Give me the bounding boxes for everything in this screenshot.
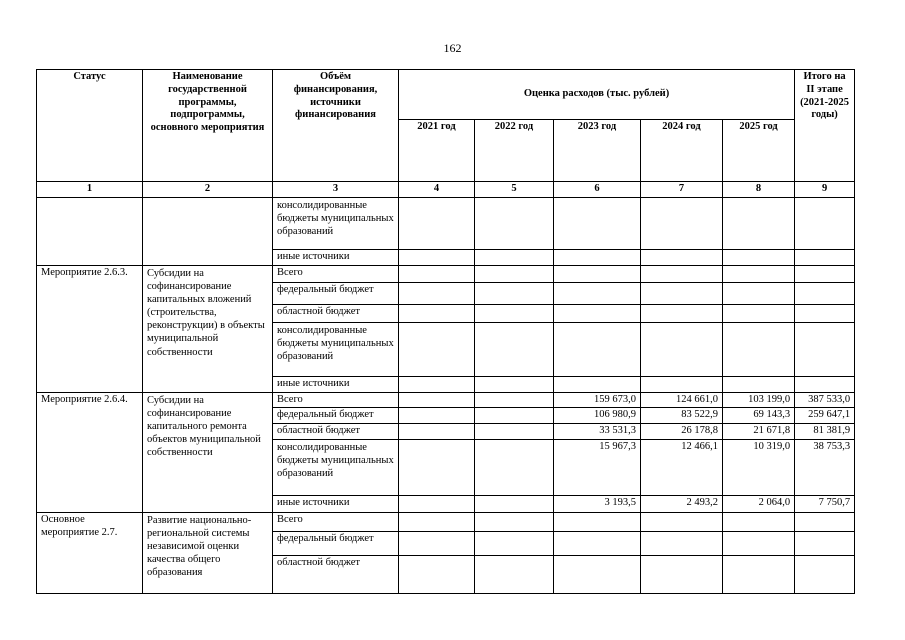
- header-funding-volume: Объём финансирования, источники финансирования: [273, 70, 399, 182]
- status-cell: [37, 197, 143, 265]
- value-total: 38 753,3: [795, 439, 855, 495]
- value-2025: 103 199,0: [723, 392, 795, 408]
- program-name-cell: Субсидии на софинансирование капитального ремонта объектов муниципальной собственности: [143, 392, 273, 512]
- value-2024: 26 178,8: [641, 424, 723, 440]
- value-2025: 10 319,0: [723, 439, 795, 495]
- value-2023: 15 967,3: [554, 439, 641, 495]
- source-label: областной бюджет: [273, 424, 399, 440]
- source-label: иные источники: [273, 495, 399, 512]
- table-row: [37, 265, 855, 282]
- program-name-cell: [143, 197, 273, 265]
- table-row: [37, 392, 855, 408]
- source-label: Всего: [273, 265, 399, 282]
- source-label: консолидированные бюджеты муниципальных образований: [273, 322, 399, 376]
- column-number: 6: [554, 182, 641, 198]
- source-label: Всего: [273, 512, 399, 531]
- source-label: консолидированные бюджеты муниципальных образований: [273, 197, 399, 249]
- source-label: федеральный бюджет: [273, 531, 399, 555]
- source-label: федеральный бюджет: [273, 408, 399, 424]
- value-2024: 12 466,1: [641, 439, 723, 495]
- value-total: 81 381,9: [795, 424, 855, 440]
- value-2025: 69 143,3: [723, 408, 795, 424]
- value-2025: 21 671,8: [723, 424, 795, 440]
- header-year-2022: 2022 год: [475, 120, 554, 182]
- header-status: Статус: [37, 70, 143, 182]
- column-number: 5: [475, 182, 554, 198]
- table-row: [37, 197, 855, 249]
- value-2023: 33 531,3: [554, 424, 641, 440]
- header-year-2023: 2023 год: [554, 120, 641, 182]
- value-total: 387 533,0: [795, 392, 855, 408]
- header-year-2024: 2024 год: [641, 120, 723, 182]
- source-label: областной бюджет: [273, 555, 399, 593]
- column-number: 7: [641, 182, 723, 198]
- value-total: 7 750,7: [795, 495, 855, 512]
- value-2023: 159 673,0: [554, 392, 641, 408]
- header-year-2025: 2025 год: [723, 120, 795, 182]
- column-number: 3: [273, 182, 399, 198]
- header-total: Итого на II этапе (2021-2025 годы): [795, 70, 855, 182]
- program-name-cell: Субсидии на софинансирование капитальных вложений (строительства, реконструкции) в объекты муниципальной собственности: [143, 265, 273, 392]
- source-label: областной бюджет: [273, 304, 399, 322]
- source-label: иные источники: [273, 249, 399, 265]
- status-cell: Основное мероприятие 2.7.: [37, 512, 143, 593]
- header-program-name: Наименование государственной программы, подпрограммы, основного мероприятия: [143, 70, 273, 182]
- column-number: 2: [143, 182, 273, 198]
- status-cell: Мероприятие 2.6.4.: [37, 392, 143, 512]
- source-label: иные источники: [273, 376, 399, 392]
- budget-table: [36, 69, 855, 594]
- table-row: [37, 512, 855, 531]
- page-number: 162: [443, 41, 462, 55]
- source-label: консолидированные бюджеты муниципальных образований: [273, 439, 399, 495]
- value-2024: 2 493,2: [641, 495, 723, 512]
- column-number: 8: [723, 182, 795, 198]
- column-number: 4: [399, 182, 475, 198]
- value-total: 259 647,1: [795, 408, 855, 424]
- source-label: федеральный бюджет: [273, 282, 399, 304]
- column-number: 9: [795, 182, 855, 198]
- value-2023: 3 193,5: [554, 495, 641, 512]
- value-2024: 124 661,0: [641, 392, 723, 408]
- value-2024: 83 522,9: [641, 408, 723, 424]
- program-name-cell: Развитие национально-региональной системы независимой оценки качества общего образования: [143, 512, 273, 593]
- column-number: 1: [37, 182, 143, 198]
- value-2025: 2 064,0: [723, 495, 795, 512]
- source-label: Всего: [273, 392, 399, 408]
- value-2023: 106 980,9: [554, 408, 641, 424]
- status-cell: Мероприятие 2.6.3.: [37, 265, 143, 392]
- header-year-2021: 2021 год: [399, 120, 475, 182]
- header-cost-estimate: Оценка расходов (тыс. рублей): [399, 70, 795, 120]
